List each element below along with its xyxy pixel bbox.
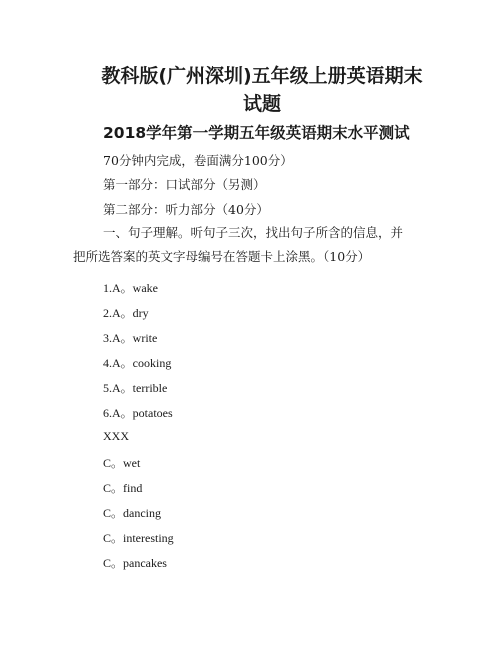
placeholder-text: XXX (103, 429, 129, 443)
answer-item: 1.A。wake (103, 281, 158, 295)
answer-item: 3.A。write (103, 331, 158, 345)
answer-item: 4.A。cooking (103, 356, 172, 370)
answer-item: C。dancing (103, 506, 161, 520)
exam-info-line: 70分钟内完成，卷面满分100分） (103, 153, 293, 168)
answer-item: 2.A。dry (103, 306, 149, 320)
document-title: 教科版(广州深圳)五年级上册英语期末试题 (101, 65, 423, 115)
answer-item: C。wet (103, 456, 141, 470)
answer-item: 6.A。potatoes (103, 406, 173, 420)
part-two-line: 第二部分：听力部分（40分） (103, 202, 269, 217)
part-one-line: 第一部分：口试部分（另测） (103, 177, 266, 192)
exam-subtitle: 2018学年第一学期五年级英语期末水平测试 (103, 124, 410, 142)
section-instruction: 一、句子理解。听句子三次，找出句子所含的信息，并把所选答案的英文字母编号在答题卡上涂黑。（10分） (73, 225, 404, 264)
answer-item: 5.A。terrible (103, 381, 168, 395)
answer-item: C。interesting (103, 531, 174, 545)
answer-item: C。find (103, 481, 143, 495)
answer-item: C。pancakes (103, 556, 167, 570)
